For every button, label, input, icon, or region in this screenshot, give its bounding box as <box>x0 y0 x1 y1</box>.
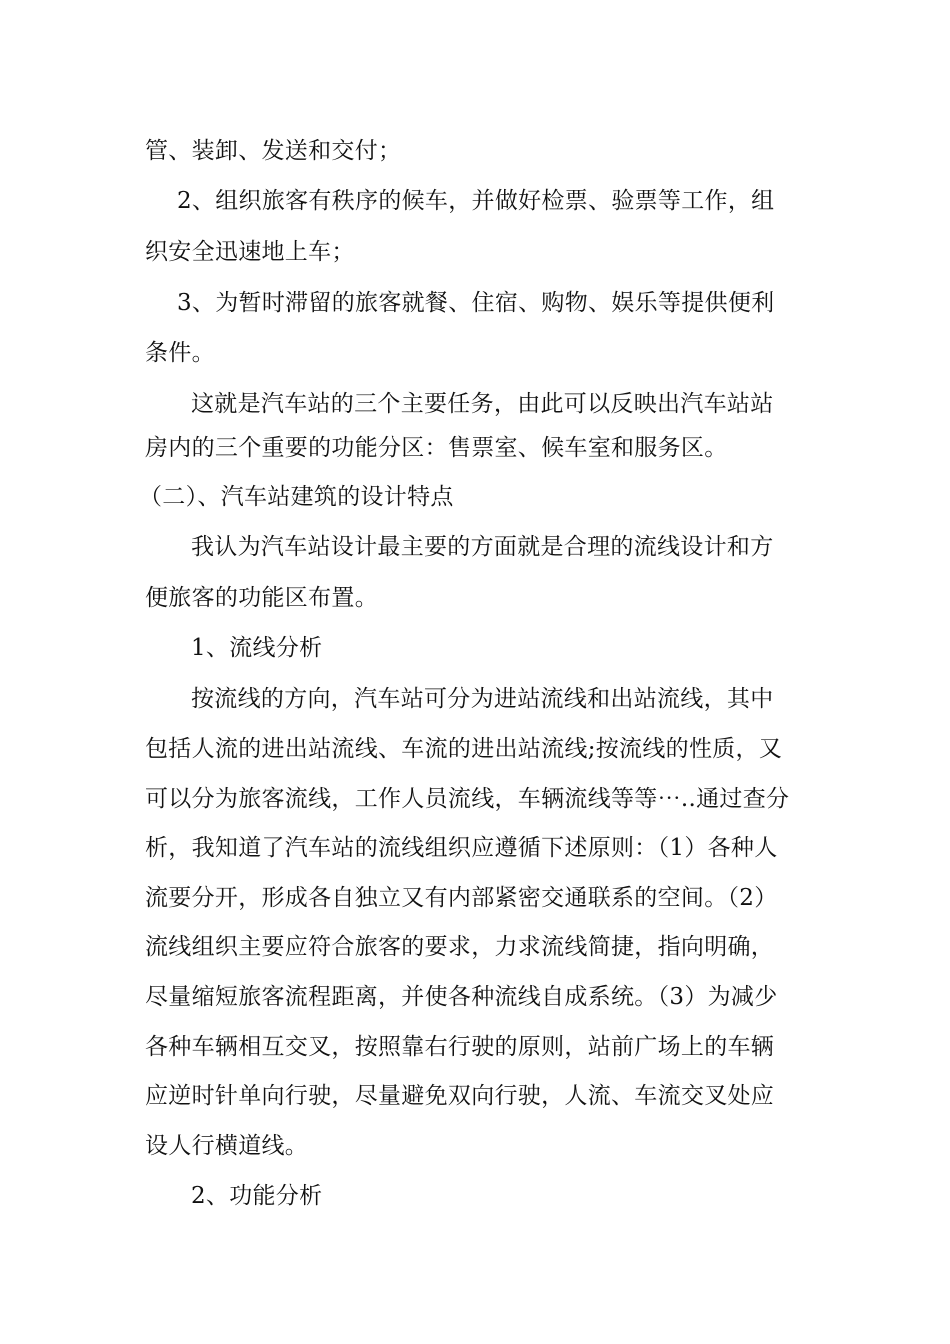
text-line: 我认为汽车站设计最主要的方面就是合理的流线设计和方 <box>191 534 774 560</box>
text-line: 应逆时针单向行驶，尽量避免双向行驶，人流、车流交叉处应 <box>145 1083 775 1109</box>
text-line: 便旅客的功能区布置。 <box>145 585 378 611</box>
subsection-heading: 2、功能分析 <box>191 1183 323 1209</box>
text-line: 析，我知道了汽车站的流线组织应遵循下述原则：（1）各种人 <box>145 835 778 861</box>
text-line: 流线组织主要应符合旅客的要求，力求流线简捷，指向明确， <box>145 934 775 960</box>
text-line: 这就是汽车站的三个主要任务，由此可以反映出汽车站站 <box>191 391 774 417</box>
text-line: 尽量缩短旅客流程距离，并使各种流线自成系统。（3）为减少 <box>145 984 778 1010</box>
text-line: 2、组织旅客有秩序的候车，并做好检票、验票等工作，组 <box>177 188 775 214</box>
text-line: 可以分为旅客流线，工作人员流线，车辆流线等等⋯..通过查分 <box>145 786 790 812</box>
text-line: 房内的三个重要的功能分区：售票室、候车室和服务区。 <box>145 435 728 461</box>
text-line: 流要分开，形成各自独立又有内部紧密交通联系的空间。（2） <box>145 885 778 911</box>
text-line: 按流线的方向，汽车站可分为进站流线和出站流线，其中 <box>191 686 774 712</box>
text-line: 织安全迅速地上车； <box>145 239 355 265</box>
text-line: 设人行横道线。 <box>145 1133 309 1159</box>
text-line: 各种车辆相互交叉，按照靠右行驶的原则，站前广场上的车辆 <box>145 1034 775 1060</box>
text-line: 管、装卸、发送和交付； <box>145 138 402 164</box>
subsection-heading: 1、流线分析 <box>191 635 323 661</box>
text-line: 3、为暂时滞留的旅客就餐、住宿、购物、娱乐等提供便利 <box>177 290 775 316</box>
section-heading: （二）、汽车站建筑的设计特点 <box>139 484 454 510</box>
text-line: 包括人流的进出站流线、车流的进出站流线;按流线的性质，又 <box>145 736 783 762</box>
text-line: 条件。 <box>145 340 215 366</box>
